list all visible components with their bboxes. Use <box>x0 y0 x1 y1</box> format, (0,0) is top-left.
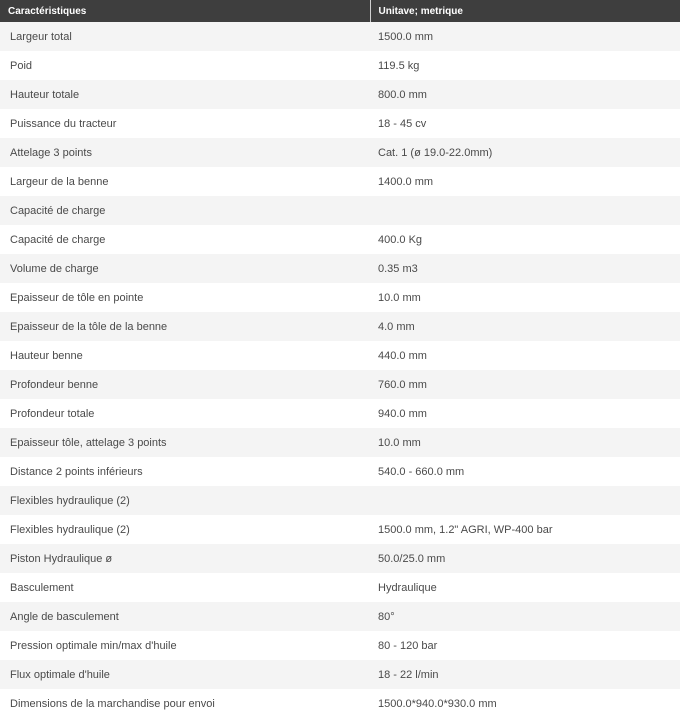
spec-value: 10.0 mm <box>370 283 680 312</box>
table-header-row <box>0 0 680 22</box>
spec-value: Cat. 1 (ø 19.0-22.0mm) <box>370 138 680 167</box>
spec-value: 80 - 120 bar <box>370 631 680 660</box>
spec-label: Flux optimale d'huile <box>0 660 370 689</box>
spec-value: 18 - 45 cv <box>370 109 680 138</box>
spec-label: Capacité de charge <box>0 225 370 254</box>
spec-value: 760.0 mm <box>370 370 680 399</box>
table-row <box>0 312 680 341</box>
table-row <box>0 22 680 51</box>
spec-value: 80° <box>370 602 680 631</box>
table-row <box>0 167 680 196</box>
spec-label: Attelage 3 points <box>0 138 370 167</box>
table-row <box>0 457 680 486</box>
table-row <box>0 283 680 312</box>
spec-label: Flexibles hydraulique (2) <box>0 486 370 515</box>
table-row <box>0 341 680 370</box>
spec-value <box>370 486 680 515</box>
spec-value <box>370 196 680 225</box>
header-metric-unit: Unitave; metrique <box>370 0 680 22</box>
spec-label: Angle de basculement <box>0 602 370 631</box>
spec-value: 400.0 Kg <box>370 225 680 254</box>
header-characteristics: Caractéristiques <box>0 0 370 22</box>
spec-value: 0.35 m3 <box>370 254 680 283</box>
spec-value: 1500.0*940.0*930.0 mm <box>370 689 680 718</box>
spec-label: Hauteur totale <box>0 80 370 109</box>
spec-value: 1400.0 mm <box>370 167 680 196</box>
spec-value: 940.0 mm <box>370 399 680 428</box>
spec-value: 50.0/25.0 mm <box>370 544 680 573</box>
spec-label: Profondeur totale <box>0 399 370 428</box>
table-row <box>0 689 680 718</box>
spec-value: 18 - 22 l/min <box>370 660 680 689</box>
table-row <box>0 573 680 602</box>
table-row <box>0 225 680 254</box>
spec-value: 1500.0 mm <box>370 22 680 51</box>
table-row <box>0 660 680 689</box>
table-row <box>0 631 680 660</box>
table-row <box>0 399 680 428</box>
table-row <box>0 51 680 80</box>
table-row <box>0 515 680 544</box>
table-row <box>0 196 680 225</box>
spec-label: Piston Hydraulique ø <box>0 544 370 573</box>
spec-label: Epaisseur de la tôle de la benne <box>0 312 370 341</box>
spec-label: Epaisseur tôle, attelage 3 points <box>0 428 370 457</box>
spec-label: Profondeur benne <box>0 370 370 399</box>
spec-value: 10.0 mm <box>370 428 680 457</box>
spec-value: 800.0 mm <box>370 80 680 109</box>
table-row <box>0 428 680 457</box>
spec-label: Largeur de la benne <box>0 167 370 196</box>
table-row <box>0 486 680 515</box>
table-row <box>0 370 680 399</box>
spec-value: 1500.0 mm, 1.2" AGRI, WP-400 bar <box>370 515 680 544</box>
spec-label: Hauteur benne <box>0 341 370 370</box>
spec-label: Basculement <box>0 573 370 602</box>
spec-value: Hydraulique <box>370 573 680 602</box>
table-row <box>0 602 680 631</box>
table-row <box>0 109 680 138</box>
spec-label: Capacité de charge <box>0 196 370 225</box>
spec-label: Volume de charge <box>0 254 370 283</box>
table-row <box>0 80 680 109</box>
table-row <box>0 544 680 573</box>
spec-label: Epaisseur de tôle en pointe <box>0 283 370 312</box>
spec-value: 540.0 - 660.0 mm <box>370 457 680 486</box>
spec-value: 4.0 mm <box>370 312 680 341</box>
spec-value: 440.0 mm <box>370 341 680 370</box>
table-row <box>0 254 680 283</box>
spec-value: 119.5 kg <box>370 51 680 80</box>
table-row <box>0 138 680 167</box>
spec-label: Largeur total <box>0 22 370 51</box>
spec-label: Puissance du tracteur <box>0 109 370 138</box>
spec-label: Flexibles hydraulique (2) <box>0 515 370 544</box>
spec-label: Pression optimale min/max d'huile <box>0 631 370 660</box>
spec-label: Distance 2 points inférieurs <box>0 457 370 486</box>
spec-label: Poid <box>0 51 370 80</box>
spec-label: Dimensions de la marchandise pour envoi <box>0 689 370 718</box>
table-body <box>0 22 680 718</box>
